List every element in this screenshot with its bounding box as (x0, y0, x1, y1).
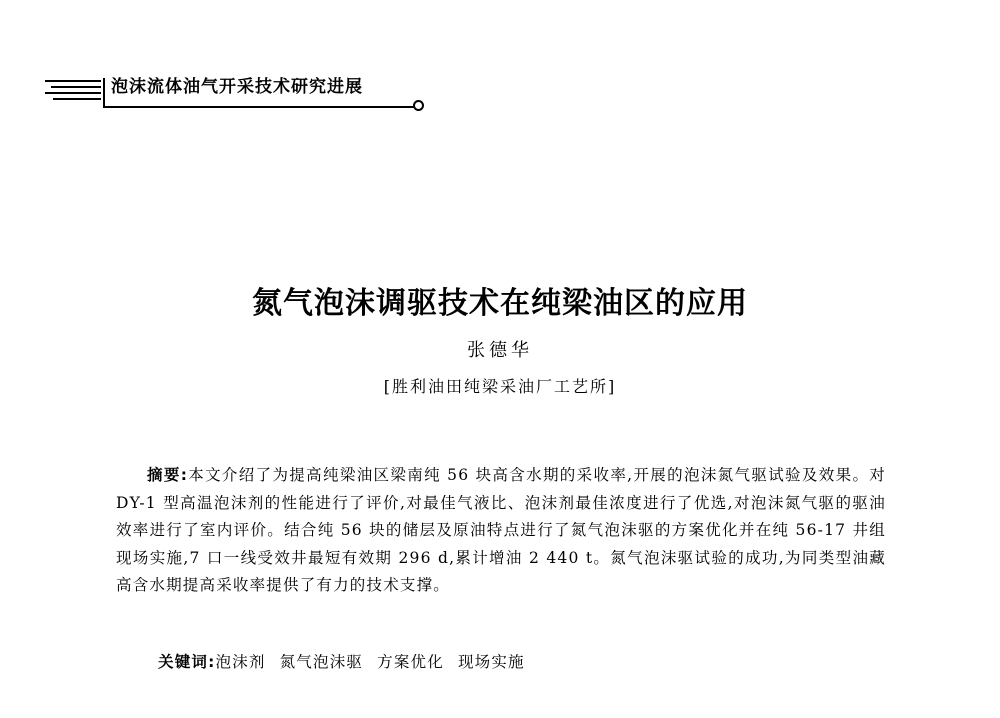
author-affiliation: [胜利油田纯梁采油厂工艺所] (383, 377, 617, 396)
running-header (45, 72, 435, 112)
header-rule-line (53, 98, 101, 100)
keyword-item: 方案优化 (377, 653, 444, 671)
author-name: 张德华 (467, 340, 533, 361)
abstract-label: 摘要: (147, 466, 189, 484)
keywords-label: 关键词: (158, 653, 216, 671)
header-rule-line (45, 92, 101, 94)
keywords (158, 650, 898, 672)
abstract-text: 本文介绍了为提高纯梁油区梁南纯 56 块高含水期的采收率,开展的泡沫氮气驱试验及效果。对 DY-1 型高温泡沫剂的性能进行了评价,对最佳气液比、泡沫剂最佳浓度进行了优选,对泡沫氮气驱的驱油效率进行了室内评价。结合纯 56 块的储层及原油特点进行了氮气泡沫驱的方案优化并在纯 56-17 井组现场实施,7 口一线受效井最短有效期 296 d,累计增油 2 440 t。氮气泡沫驱试验的成功,为同类型油藏高含水期提高采收率提供了有力的技术支撑。 (116, 466, 886, 594)
keyword-item: 氮气泡沫驱 (279, 653, 364, 671)
header-rule-line (51, 86, 101, 88)
abstract (116, 462, 886, 600)
header-vertical-bar (103, 78, 105, 108)
article-title: 氮气泡沫调驱技术在纯梁油区的应用 (252, 286, 748, 321)
keyword-item: 现场实施 (457, 653, 525, 671)
header-circle-ornament (413, 100, 424, 111)
header-rule-line (45, 80, 101, 82)
journal-title: 泡沫流体油气开采技术研究进展 (111, 77, 363, 97)
header-base-line (103, 106, 415, 108)
keyword-item: 泡沫剂 (215, 653, 266, 671)
